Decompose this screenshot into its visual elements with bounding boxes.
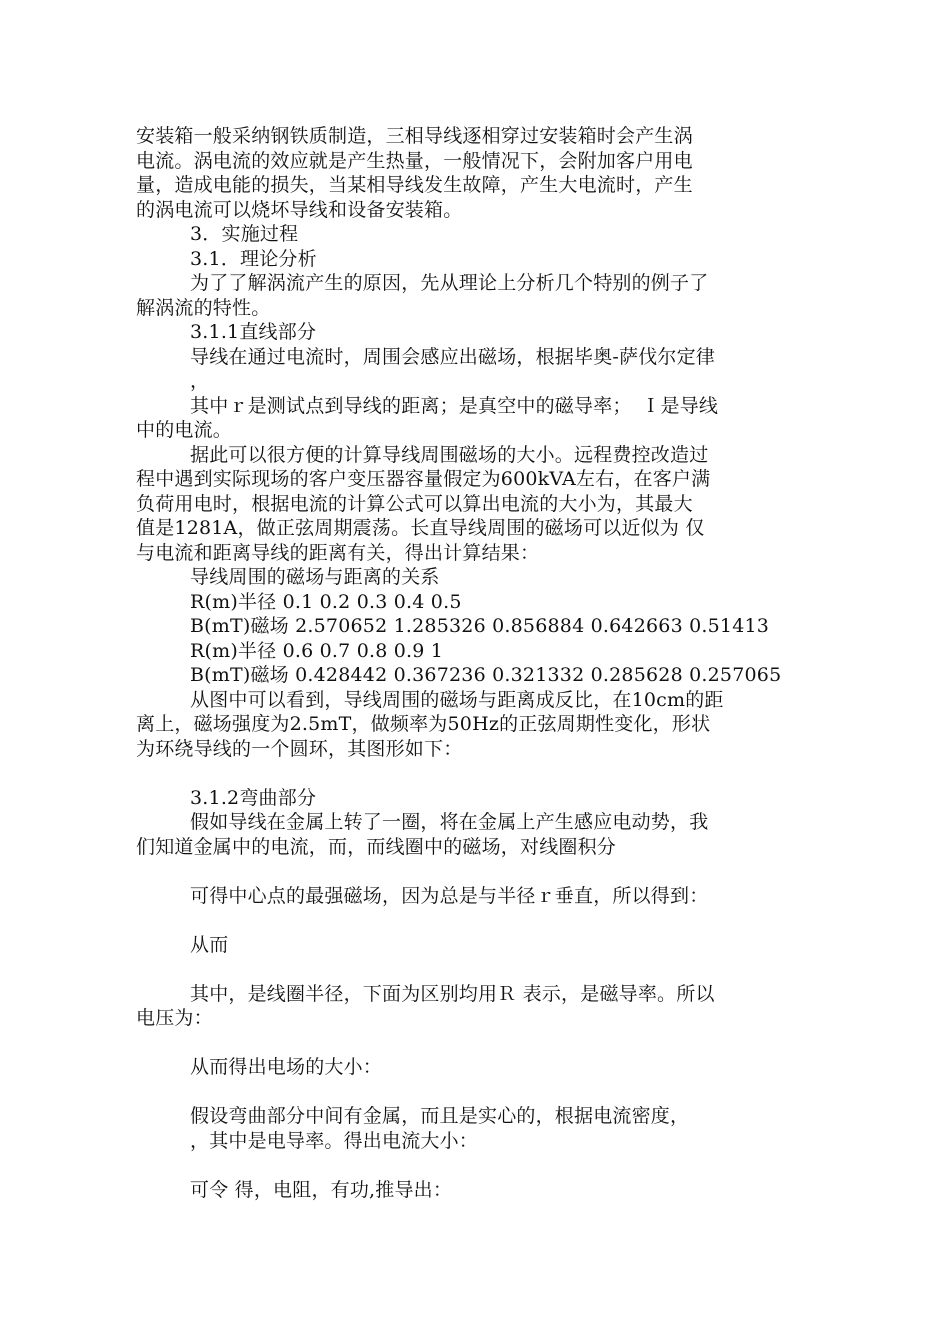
text-line: 与电流和距离导线的距离有关，得出计算结果：	[136, 541, 540, 564]
text-line: B(mT)磁场 2.570652 1.285326 0.856884 0.642663 0.51413	[190, 615, 770, 637]
text-line: 假设弯曲部分中间有金属，而且是实心的，根据电流密度，	[190, 1105, 690, 1127]
text-line: 3．实施过程	[190, 223, 299, 245]
text-line: 负荷用电时，根据电流的计算公式可以算出电流的大小为，其最大	[136, 492, 693, 515]
text-line: 为了了解涡流产生的原因，先从理论上分析几个特别的例子了	[190, 272, 709, 294]
document-body	[136, 124, 816, 1202]
blank-line	[136, 908, 816, 933]
text-line: 从而	[190, 933, 229, 956]
text-line: 量，造成电能的损失，当某相导线发生故障，产生大电流时，产生	[136, 174, 693, 196]
text-line: 的涡电流可以烧坏导线和设备安装箱。	[136, 198, 463, 221]
text-line: 电流。涡电流的效应就是产生热量，一般情况下，会附加客户用电	[136, 149, 693, 172]
text-line: 导线在通过电流时，周围会感应出磁场，根据毕奥-萨伐尔定律	[190, 345, 716, 368]
blank-line	[136, 1080, 816, 1105]
text-line: 们知道金属中的电流，而，而线圈中的磁场，对线圈积分	[136, 835, 617, 858]
text-line: 3.1.2弯曲部分	[190, 786, 317, 809]
text-line: 解涡流的特性。	[136, 296, 271, 319]
text-line: R(m)半径 0.6 0.7 0.8 0.9 1	[190, 639, 444, 662]
blank-line	[136, 761, 816, 786]
text-line: 3.1．理论分析	[190, 247, 317, 270]
text-line: 离上，磁场强度为2.5mT，做频率为50Hz的正弦周期性变化，形状	[136, 713, 711, 735]
text-line: 导线周围的磁场与距离的关系	[190, 566, 440, 588]
text-line: R(m)半径 0.1 0.2 0.3 0.4 0.5	[190, 590, 462, 613]
text-line: 程中遇到实际现场的客户变压器容量假定为600kVA左右，在客户满	[136, 468, 711, 490]
text-line: 从图中可以看到，导线周围的磁场与距离成反比，在10cm的距	[190, 688, 724, 711]
blank-line	[136, 1031, 816, 1056]
text-line: 值是1281A，做正弦周期震荡。长直导线周围的磁场可以近似为 仅	[136, 517, 705, 539]
text-line: 3.1.1直线部分	[190, 321, 317, 343]
text-line: 从而得出电场的大小：	[190, 1056, 383, 1078]
text-line: 电压为：	[136, 1007, 213, 1029]
blank-line	[136, 859, 816, 884]
text-line: 安装箱一般采纳钢铁质制造，三相导线逐相穿过安装箱时会产生涡	[136, 125, 693, 147]
text-line: 其中ｒ是测试点到导线的距离；是真空中的磁导率； Ｉ是导线	[190, 394, 719, 417]
blank-line	[136, 957, 816, 982]
text-line: ，	[190, 370, 210, 392]
blank-line	[136, 1153, 816, 1178]
text-line: 可得中心点的最强磁场，因为总是与半径ｒ垂直，所以得到：	[190, 884, 709, 907]
text-line: 可令 得，电阻，有功,推导出：	[190, 1178, 453, 1201]
text-line: 为环绕导线的一个圆环，其图形如下：	[136, 737, 463, 760]
text-line: ，其中是电导率。得出电流大小：	[190, 1129, 479, 1152]
text-line: 其中，是线圈半径，下面为区别均用Ｒ 表示，是磁导率。所以	[190, 982, 715, 1005]
text-line: B(mT)磁场 0.428442 0.367236 0.321332 0.285628 0.257065	[190, 664, 782, 686]
text-line: 中的电流。	[136, 419, 233, 441]
text-line: 据此可以很方便的计算导线周围磁场的大小。远程费控改造过	[190, 443, 709, 466]
text-line: 假如导线在金属上转了一圈，将在金属上产生感应电动势，我	[190, 811, 709, 833]
